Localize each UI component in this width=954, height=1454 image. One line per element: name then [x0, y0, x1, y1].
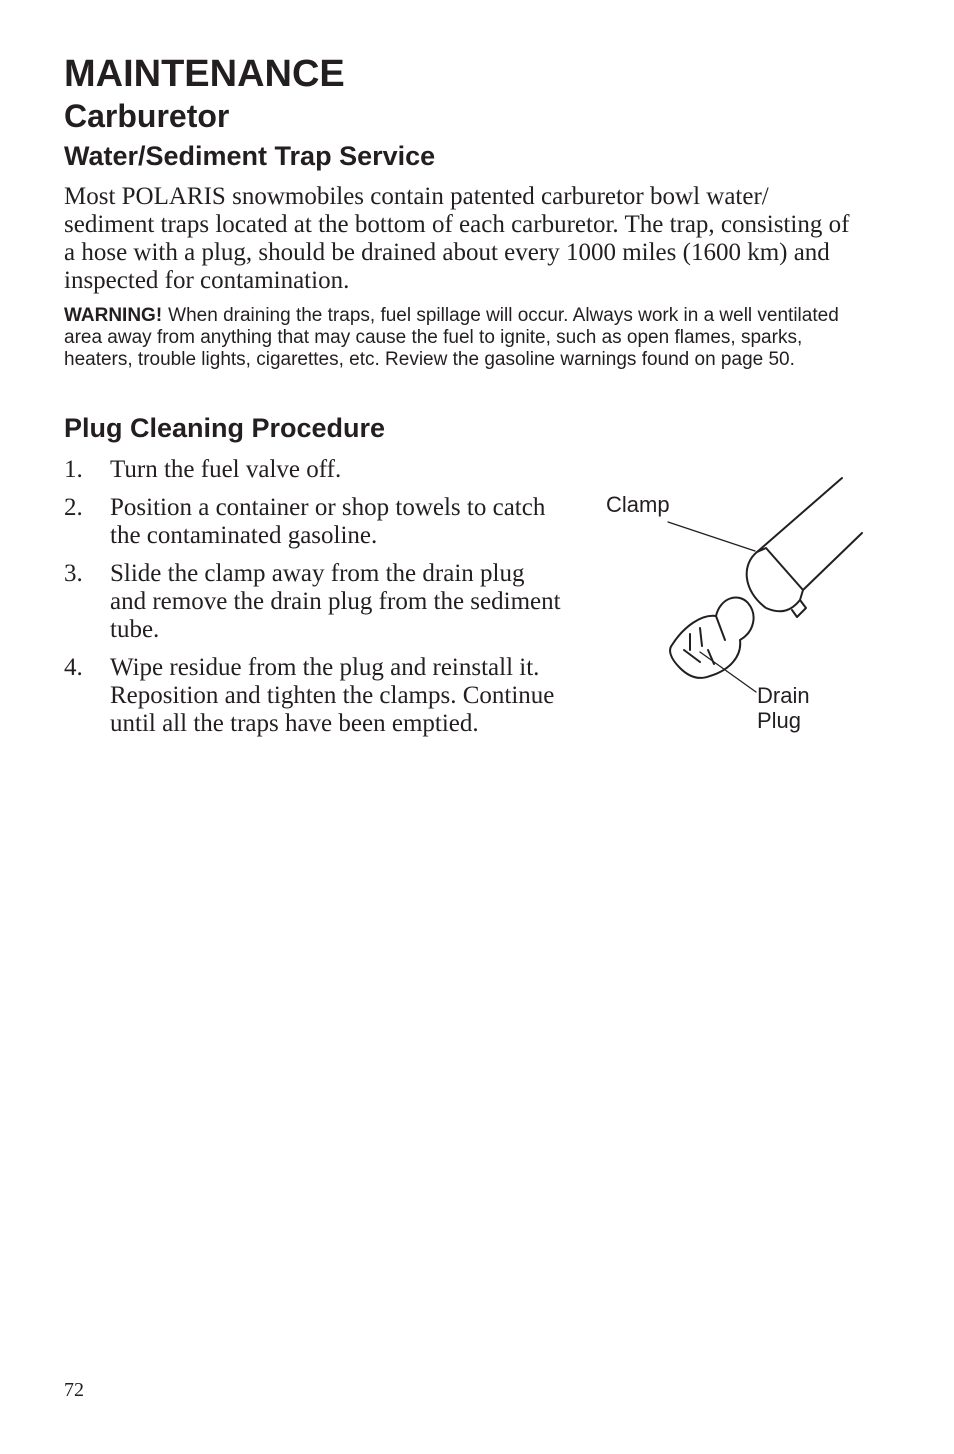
- drain-plug-leader-line: [700, 652, 756, 692]
- topic-title: Carburetor: [64, 98, 230, 134]
- step-number: 4.: [64, 654, 83, 681]
- step-number: 1.: [64, 456, 83, 483]
- hose-clamp: [747, 548, 803, 611]
- procedure-step: [64, 654, 564, 738]
- procedure-heading: Plug Cleaning Procedure: [64, 413, 386, 443]
- warning-tag: WARNING!: [64, 305, 163, 326]
- drain-plug: [670, 597, 753, 677]
- sediment-tube: [757, 478, 862, 590]
- step-text: Position a container or shop towels to catch the contaminated gasoline.: [110, 494, 546, 549]
- section-title: MAINTENANCE: [64, 53, 345, 95]
- step-number: 2.: [64, 494, 83, 521]
- trap-service-heading: Water/Sediment Trap Service: [64, 141, 436, 171]
- procedure-step: [64, 456, 564, 484]
- page-number: 72: [64, 1379, 84, 1401]
- procedure-step: [64, 560, 564, 644]
- procedure-step: [64, 494, 564, 550]
- step-text: Wipe residue from the plug and reinstall it. Reposition and tighten the clamps. Continue until all the traps have been emptied.: [110, 654, 555, 737]
- warning-text: When draining the traps, fuel spillage will occur. Always work in a well ventilated area away from anything that may cause the fuel to ignite, such as open flames, sparks, heaters, trouble lights, cigarettes, etc. Review the gasoline warnings found on page 50.: [64, 305, 839, 370]
- warning-notice: [64, 305, 864, 371]
- step-number: 3.: [64, 560, 83, 587]
- clamp-leader-line: [668, 522, 755, 551]
- step-text: Turn the fuel valve off.: [110, 456, 342, 483]
- step-text: Slide the clamp away from the drain plug and remove the drain plug from the sediment tube.: [110, 560, 561, 643]
- drain-plug-label: Drain Plug: [757, 683, 810, 733]
- procedure-steps: [64, 456, 564, 748]
- trap-service-paragraph: Most POLARIS snowmobiles contain patented carburetor bowl water/ sediment traps located at the bottom of each carburetor. The trap, consisting of a hose with a plug, should be drained about every 1000 miles (1600 km) and inspected for contamination.: [64, 183, 850, 294]
- clamp-label: Clamp: [606, 492, 670, 517]
